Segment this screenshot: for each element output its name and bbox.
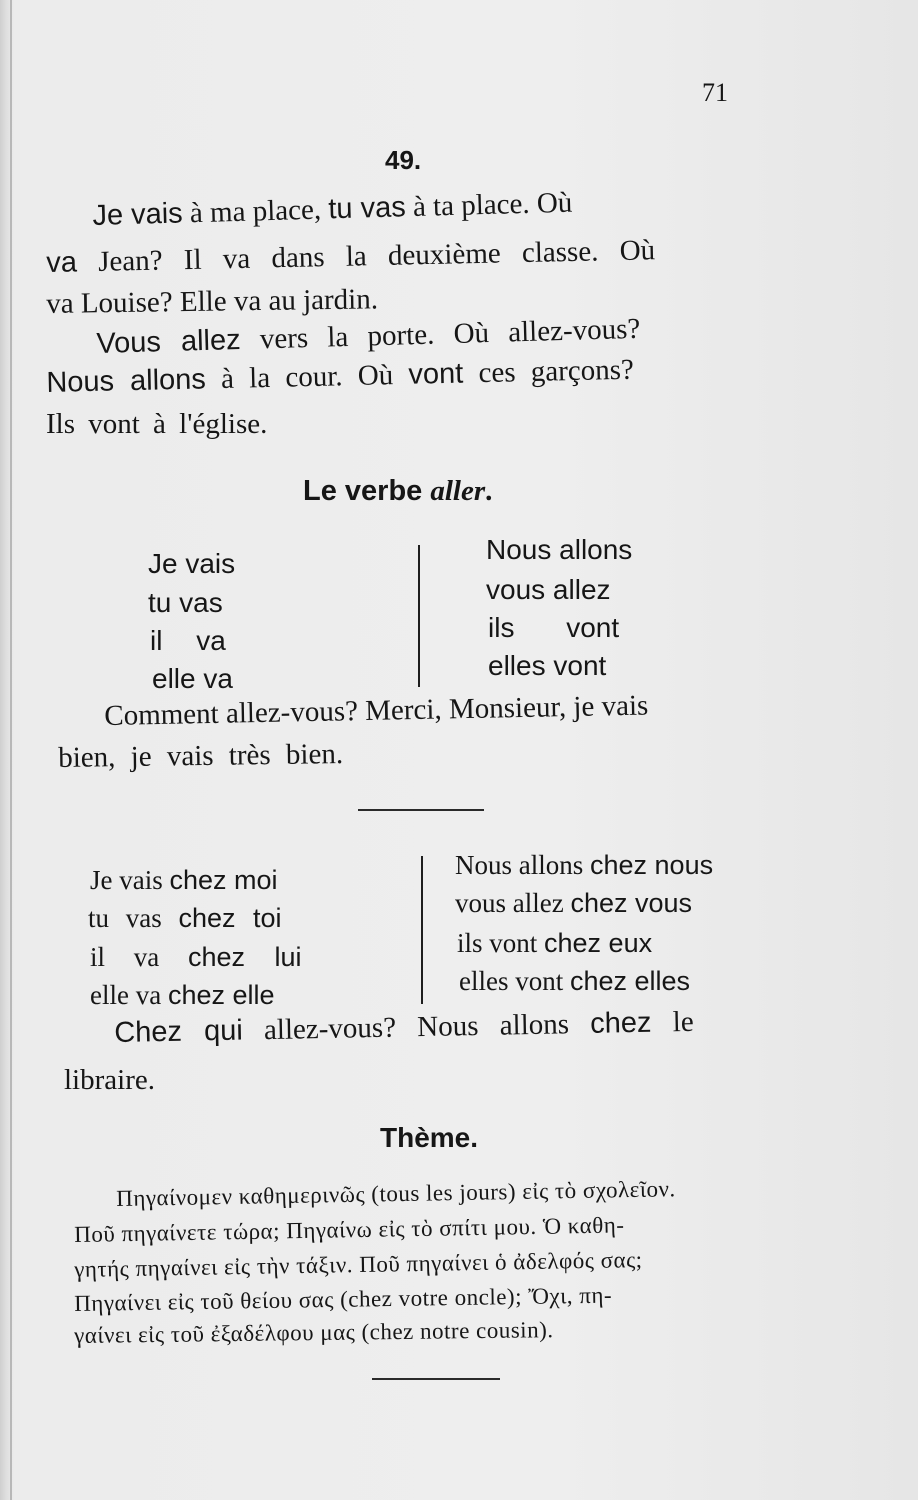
chez-divider	[421, 856, 423, 1004]
paragraph3-line2: bien, je vais très bien.	[58, 738, 344, 774]
conj-divider	[418, 545, 420, 687]
chez-left-3-pron: chez lui	[188, 942, 302, 972]
greek-line-4: Πηγαίνει εἰς τοῦ θείου σας (chez votre oncle); Ὄχι, πη-	[74, 1282, 613, 1316]
p1-l1-seg3: tu vas	[327, 191, 407, 226]
chez-right-3-verb: ils vont	[457, 928, 538, 958]
verb-heading-prefix: Le verbe	[303, 475, 431, 507]
chez-right-1-pron: chez nous	[590, 850, 714, 880]
paragraph4-line1	[114, 1006, 694, 1050]
greek-line-1: Πηγαίνομεν καθημερινῶς (tous les jours) εἰς τὸ σχολεῖον.	[116, 1176, 676, 1211]
p1-l1-seg1: Je vais	[92, 197, 184, 232]
page-number: 71	[702, 78, 728, 107]
chez-left-2-pron: chez toi	[178, 903, 282, 933]
chez-left-2	[88, 903, 282, 934]
chez-right-2-verb: vous allez	[455, 888, 564, 918]
p4-l1-seg3: chez	[589, 1006, 652, 1040]
conj-left-2: tu vas	[148, 587, 223, 618]
p2-l1-seg1: Vous allez	[96, 323, 242, 360]
chez-left-3	[90, 942, 302, 973]
conj-right-4: elles vont	[488, 650, 607, 681]
theme-title: Thème.	[380, 1122, 479, 1153]
chez-left-1-verb: Je vais	[90, 865, 163, 895]
conj-right-3: ils vont	[488, 612, 620, 643]
chez-left-2-verb: tu vas	[88, 903, 162, 933]
conj-left-1: Je vais	[148, 548, 236, 579]
greek-line-3: γητής πηγαίνει εἰς τὴν τάξιν. Ποῦ πηγαίνει ὁ ἀδελφός σας;	[74, 1247, 643, 1282]
paragraph1-line1	[92, 187, 573, 233]
chez-left-1-pron: chez moi	[169, 865, 278, 895]
chez-left-4	[90, 980, 275, 1011]
section-divider-2	[372, 1378, 500, 1380]
paragraph2-line2	[46, 354, 634, 400]
p4-l1-seg4: le	[651, 1005, 694, 1039]
p1-l1-seg4: à ta place. Où	[405, 186, 573, 224]
chez-right-1-verb: Nous allons	[455, 850, 584, 880]
chez-right-1	[455, 850, 713, 881]
paragraph1-line2	[46, 234, 655, 280]
p2-l2-seg1: Nous allons	[46, 363, 207, 399]
p4-l1-seg2: allez-vous? Nous allons	[242, 1007, 591, 1047]
p2-l2-seg2: à la cour. Où	[205, 358, 409, 396]
paragraph2-line1	[96, 313, 641, 361]
conj-left-4: elle va	[152, 663, 233, 694]
chez-right-2-pron: chez vous	[570, 888, 693, 918]
page-gutter	[10, 0, 12, 1500]
p1-l1-seg2: à ma place,	[182, 193, 329, 230]
conj-right-1: Nous allons	[486, 534, 633, 565]
p2-l1-seg2: vers la porte. Où allez-vous?	[240, 312, 641, 356]
conj-right-2: vous allez	[486, 574, 611, 605]
conj-left-3: il va	[150, 625, 226, 656]
paragraph1-line3	[46, 283, 378, 321]
exercise-number: 49.	[385, 145, 422, 175]
chez-left-4-verb: elle va	[90, 980, 162, 1010]
verb-heading	[303, 475, 492, 508]
verb-heading-verb: aller	[430, 475, 486, 507]
paragraph3-line1: Comment allez-vous? Merci, Monsieur, je vais	[104, 689, 649, 732]
verb-heading-suffix: .	[485, 475, 493, 507]
p1-l3-seg1: va Louise? Elle va au jardin.	[46, 283, 379, 320]
p1-l2-seg1: va	[46, 246, 78, 279]
chez-left-3-verb: il va	[90, 942, 160, 972]
chez-right-4	[459, 966, 690, 997]
chez-left-4-pron: chez elle	[167, 980, 275, 1010]
paragraph4-line2: libraire.	[64, 1064, 155, 1096]
chez-left-1	[90, 865, 278, 896]
p2-l2-seg4: ces garçons?	[462, 353, 635, 390]
p4-l1-seg1: Chez qui	[114, 1014, 244, 1049]
p2-l3-seg1: Ils vont à l'église.	[46, 408, 268, 440]
greek-line-5: γαίνει εἰς τοῦ ἐξαδέλφου μας (chez notre cousin).	[74, 1317, 554, 1348]
p2-l2-seg3: vont	[408, 357, 464, 391]
chez-right-4-pron: chez elles	[569, 966, 691, 996]
chez-right-4-verb: elles vont	[459, 966, 564, 996]
chez-right-3-pron: chez eux	[544, 928, 653, 958]
chez-right-3	[457, 928, 652, 959]
chez-right-2	[455, 888, 692, 919]
greek-line-2: Ποῦ πηγαίνετε τώρα; Πηγαίνω εἰς τὸ σπίτι μου. Ὁ καθη-	[74, 1212, 625, 1247]
p1-l2-seg2: Jean? Il va dans la deuxième classe. Où	[76, 234, 656, 279]
section-divider-1	[358, 809, 484, 811]
paragraph2-line3	[46, 408, 267, 441]
